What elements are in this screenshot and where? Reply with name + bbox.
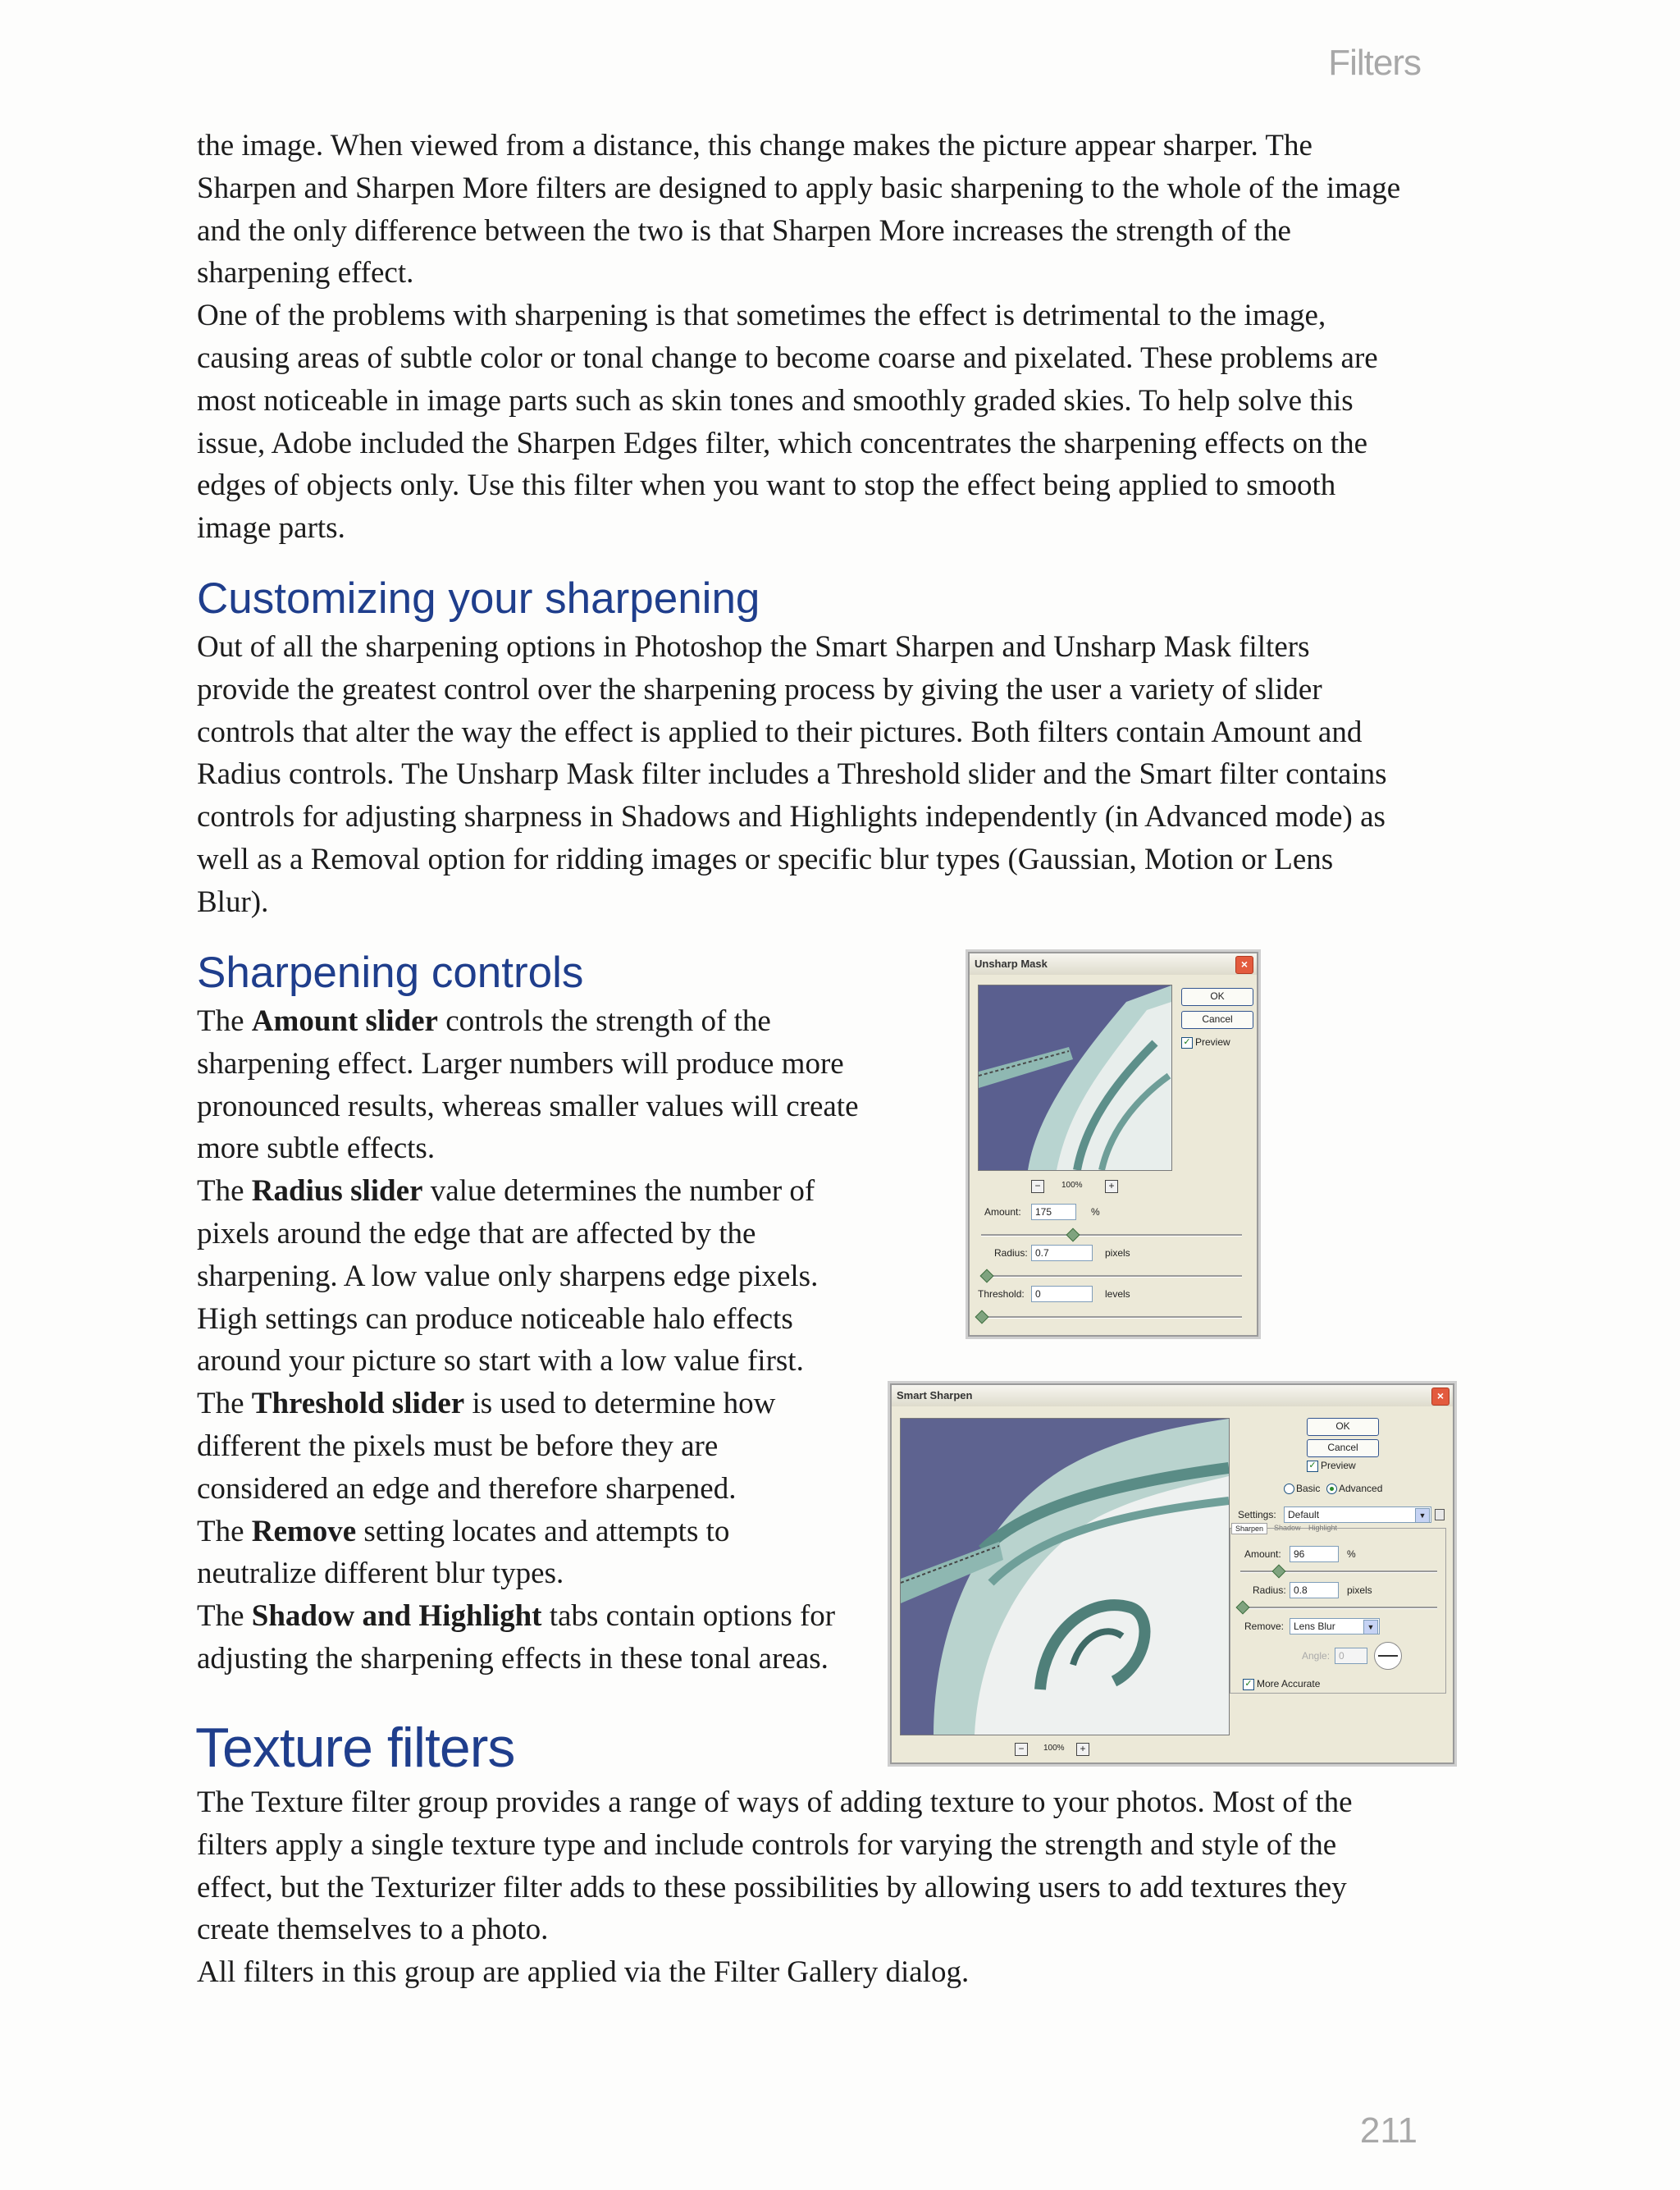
radius-input[interactable]: 0.8 bbox=[1290, 1582, 1339, 1598]
amount-label: Amount: bbox=[984, 1206, 1021, 1218]
dialog-title: Smart Sharpen bbox=[892, 1385, 1453, 1406]
tab-highlight[interactable]: Highlight bbox=[1308, 1524, 1338, 1532]
intro-section bbox=[197, 125, 1403, 550]
amount-slider[interactable] bbox=[981, 1234, 1242, 1237]
threshold-slider-thumb[interactable] bbox=[975, 1310, 989, 1324]
angle-input[interactable]: 0 bbox=[1335, 1648, 1367, 1664]
zoom-out-button[interactable]: − bbox=[1015, 1743, 1028, 1756]
radio-icon bbox=[1284, 1484, 1294, 1494]
chevron-down-icon: ▼ bbox=[1363, 1620, 1378, 1634]
settings-label: Settings: bbox=[1238, 1509, 1276, 1520]
save-settings-icon[interactable] bbox=[1435, 1509, 1445, 1520]
cancel-button[interactable]: Cancel bbox=[1307, 1439, 1379, 1457]
preview-image[interactable] bbox=[900, 1418, 1230, 1735]
mode-basic-radio[interactable]: Basic bbox=[1284, 1480, 1320, 1497]
mode-advanced-radio[interactable]: Advanced bbox=[1326, 1480, 1382, 1497]
amount-label: Amount: bbox=[1244, 1548, 1281, 1560]
preview-checkbox[interactable]: ✓ Preview bbox=[1307, 1457, 1356, 1474]
tab-sharpen[interactable]: Sharpen bbox=[1231, 1523, 1267, 1534]
chevron-down-icon: ▼ bbox=[1415, 1508, 1430, 1523]
intro-paragraph: One of the problems with sharpening is that sometimes the effect is detrimental to the image, causing areas of subtle color or tonal change to become coarse and pixelated. These problems are most noticeable in image parts such as skin tones and smoothly graded skies. To help solve this issue, Adobe included the Sharpen Edges filter, which concentrates the sharpening effects on the edges of objects only. Use this filter when you want to stop the effect being applied to smooth image parts. bbox=[197, 299, 1378, 546]
texture-paragraph: The Texture filter group provides a range of ways of adding texture to your photos. Most of the filters apply a single texture type and include controls for varying the strength and style of the effect, but the Texturizer filter adds to these possibilities by allowing users to add textures they create themselves to a photo. bbox=[197, 1785, 1353, 1947]
controls-heading: Sharpening controls bbox=[197, 949, 584, 997]
remove-select[interactable]: Lens Blur ▼ bbox=[1290, 1618, 1380, 1634]
intro-paragraph: the image. When viewed from a distance, this change makes the picture appear sharper. The Sharpen and Sharpen More filters are designed to apply basic sharpening to the whole of the image and the only difference between the two is that Sharpen More increases the strength of the sharpening effect. bbox=[197, 129, 1401, 290]
remove-label: Remove: bbox=[1244, 1621, 1285, 1632]
customizing-heading: Customizing your sharpening bbox=[197, 574, 760, 623]
control-item-amount: The Amount slider controls the strength of the sharpening effect. Larger numbers will produce more pronounced results, whereas smaller values will create more subtle effects. bbox=[197, 1004, 859, 1166]
amount-unit: % bbox=[1347, 1548, 1356, 1560]
zoom-in-button[interactable]: + bbox=[1076, 1743, 1089, 1756]
zoom-level: 100% bbox=[1043, 1744, 1065, 1753]
radius-slider-thumb[interactable] bbox=[980, 1269, 994, 1283]
amount-slider-thumb[interactable] bbox=[1066, 1228, 1080, 1242]
checkbox-icon: ✓ bbox=[1307, 1461, 1318, 1472]
radius-input[interactable]: 0.7 bbox=[1031, 1245, 1093, 1261]
more-accurate-checkbox[interactable]: ✓ More Accurate bbox=[1243, 1676, 1320, 1692]
angle-dial-icon[interactable] bbox=[1374, 1642, 1402, 1670]
threshold-label: Threshold: bbox=[978, 1288, 1025, 1300]
ok-button[interactable]: OK bbox=[1307, 1418, 1379, 1436]
texture-paragraph: All filters in this group are applied via the Filter Gallery dialog. bbox=[197, 1955, 970, 1990]
zoom-in-button[interactable]: + bbox=[1105, 1180, 1118, 1193]
preview-checkbox[interactable]: ✓ Preview bbox=[1181, 1034, 1230, 1050]
radius-slider[interactable] bbox=[981, 1275, 1242, 1278]
threshold-slider[interactable] bbox=[981, 1316, 1242, 1319]
settings-select[interactable]: Default ▼ bbox=[1284, 1506, 1431, 1523]
close-icon[interactable]: × bbox=[1235, 956, 1253, 974]
radius-unit: pixels bbox=[1347, 1584, 1372, 1596]
control-item-shadow-highlight: The Shadow and Highlight tabs contain options for adjusting the sharpening effects in these tonal areas. bbox=[197, 1599, 836, 1676]
threshold-unit: levels bbox=[1105, 1288, 1130, 1300]
smart-sharpen-dialog bbox=[890, 1383, 1454, 1764]
amount-input[interactable]: 175 bbox=[1031, 1204, 1076, 1220]
customizing-section bbox=[197, 626, 1403, 924]
checkbox-icon: ✓ bbox=[1243, 1679, 1254, 1690]
running-title: Filters bbox=[1328, 43, 1421, 83]
ok-button[interactable]: OK bbox=[1181, 988, 1253, 1006]
checkbox-icon: ✓ bbox=[1181, 1037, 1193, 1049]
threshold-input[interactable]: 0 bbox=[1031, 1286, 1093, 1302]
angle-label: Angle: bbox=[1302, 1650, 1331, 1662]
radius-label: Radius: bbox=[994, 1247, 1028, 1259]
texture-heading: Texture filters bbox=[195, 1717, 515, 1779]
control-item-remove: The Remove setting locates and attempts to neutralize different blur types. bbox=[197, 1514, 730, 1591]
controls-section bbox=[197, 1000, 870, 1680]
control-item-radius: The Radius slider value determines the number of pixels around the edge that are affected by the sharpening. A low value only sharpens edge pixels. High settings can produce noticeable halo effects around your picture so start with a low value first. bbox=[197, 1174, 819, 1378]
dialog-title: Unsharp Mask bbox=[970, 953, 1257, 975]
radius-label: Radius: bbox=[1253, 1584, 1286, 1596]
cancel-button[interactable]: Cancel bbox=[1181, 1011, 1253, 1029]
radius-slider[interactable] bbox=[1240, 1607, 1437, 1609]
zoom-level: 100% bbox=[1061, 1181, 1083, 1190]
control-item-threshold: The Threshold slider is used to determine how different the pixels must be before they are considered an edge and therefore sharpened. bbox=[197, 1387, 776, 1506]
preview-image[interactable] bbox=[978, 985, 1172, 1171]
close-icon[interactable]: × bbox=[1431, 1388, 1449, 1406]
zoom-out-button[interactable]: − bbox=[1031, 1180, 1044, 1193]
amount-slider[interactable] bbox=[1240, 1570, 1437, 1573]
radio-selected-icon bbox=[1326, 1484, 1337, 1494]
radius-unit: pixels bbox=[1105, 1247, 1130, 1259]
page-number: 211 bbox=[1359, 2110, 1418, 2151]
amount-input[interactable]: 96 bbox=[1290, 1546, 1339, 1562]
unsharp-mask-dialog bbox=[968, 952, 1258, 1337]
texture-section bbox=[197, 1781, 1403, 1994]
amount-unit: % bbox=[1091, 1206, 1100, 1218]
customizing-paragraph: Out of all the sharpening options in Photoshop the Smart Sharpen and Unsharp Mask filters provide the greatest control over the sharpening process by giving the user a variety of slider controls that alter the way the effect is applied to their pictures. Both filters contain Amount and Radius controls. The Unsharp Mask filter includes a Threshold slider and the Smart filter contains controls for adjusting sharpness in Shadows and Highlights independently (in Advanced mode) as well as a Removal option for ridding images or specific blur types (Gaussian, Motion or Lens Blur). bbox=[197, 630, 1387, 919]
tab-shadow[interactable]: Shadow bbox=[1274, 1524, 1301, 1532]
